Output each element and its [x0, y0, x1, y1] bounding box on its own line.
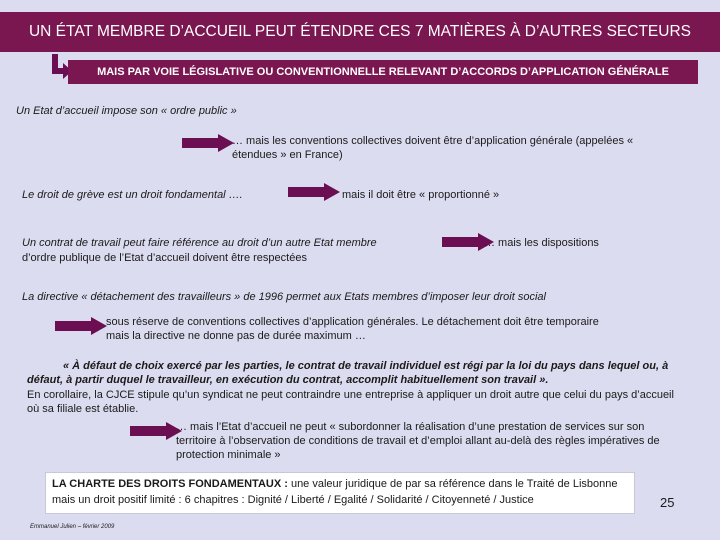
- charte-text: une valeur juridique de par sa référence dans le Traité de Lisbonne mais un droit positif limité : 6 chapitres : Dignité / Liberté / Egalité / Solidarité / Citoyenneté / Justice: [52, 478, 618, 506]
- conventions-text: … mais les conventions collectives doivent être d’application générale (appelées « étendues » en France): [232, 135, 634, 161]
- proportionne-text: mais il doit être « proportionné »: [342, 189, 500, 201]
- charte-heading: LA CHARTE DES DROITS FONDAMENTAUX :: [52, 478, 288, 490]
- page-title: UN ÉTAT MEMBRE D’ACCUEIL PEUT ÉTENDRE CES 7 MATIÈRES À D’AUTRES SECTEURS: [0, 12, 720, 52]
- ordre-public-text: Un Etat d’accueil impose son « ordre public »: [16, 105, 237, 117]
- right-arrow-icon: [288, 183, 340, 201]
- right-arrow-icon: [130, 422, 182, 440]
- dispositions-text: … mais les dispositions: [484, 237, 599, 249]
- greve-text: Le droit de grève est un droit fondamental ….: [22, 189, 243, 201]
- footer-credit: Emmanuel Julien – février 2009: [30, 524, 115, 530]
- contrat-text: Un contrat de travail peut faire référence au droit d’un autre Etat membre: [22, 237, 377, 249]
- cjce-text: En corollaire, la CJCE stipule qu’un syndicat ne peut contraindre une entreprise à appliquer un droit autre que celui du pays d’accueil où sa filiale est établie.: [27, 389, 674, 415]
- directive-text: La directive « détachement des travailleurs » de 1996 permet aux Etats membres d’imposer leur droit social: [22, 291, 546, 303]
- reserve-text: sous réserve de conventions collectives d’application générales. Le détachement doit être temporaire mais la directive ne donne pas de durée maximum …: [106, 316, 599, 342]
- ordre-publique-text: d’ordre publique de l’Etat d’accueil doivent être respectées: [22, 252, 307, 264]
- subtitle-banner: MAIS PAR VOIE LÉGISLATIVE OU CONVENTIONNELLE RELEVANT D’ACCORDS D’APPLICATION GÉNÉRALE: [68, 60, 698, 84]
- right-arrow-icon: [182, 134, 234, 152]
- right-arrow-icon: [55, 317, 107, 335]
- charte-box: [45, 472, 635, 514]
- page-number: 25: [660, 495, 675, 510]
- defaut-quote: « À défaut de choix exercé par les parties, le contrat de travail individuel est régi par la loi du pays dans lequel ou, à défaut, à partir duquel le travailleur, en exécution du contrat, accomplit habituellement son travail ».: [27, 360, 669, 386]
- subordonner-text: … mais l’Etat d’accueil ne peut « subordonner la réalisation d’une prestation de services sur son territoire à l’observation de conditions de travail et d’emploi allant au-delà des règles impératives de protection minimale »: [176, 421, 660, 461]
